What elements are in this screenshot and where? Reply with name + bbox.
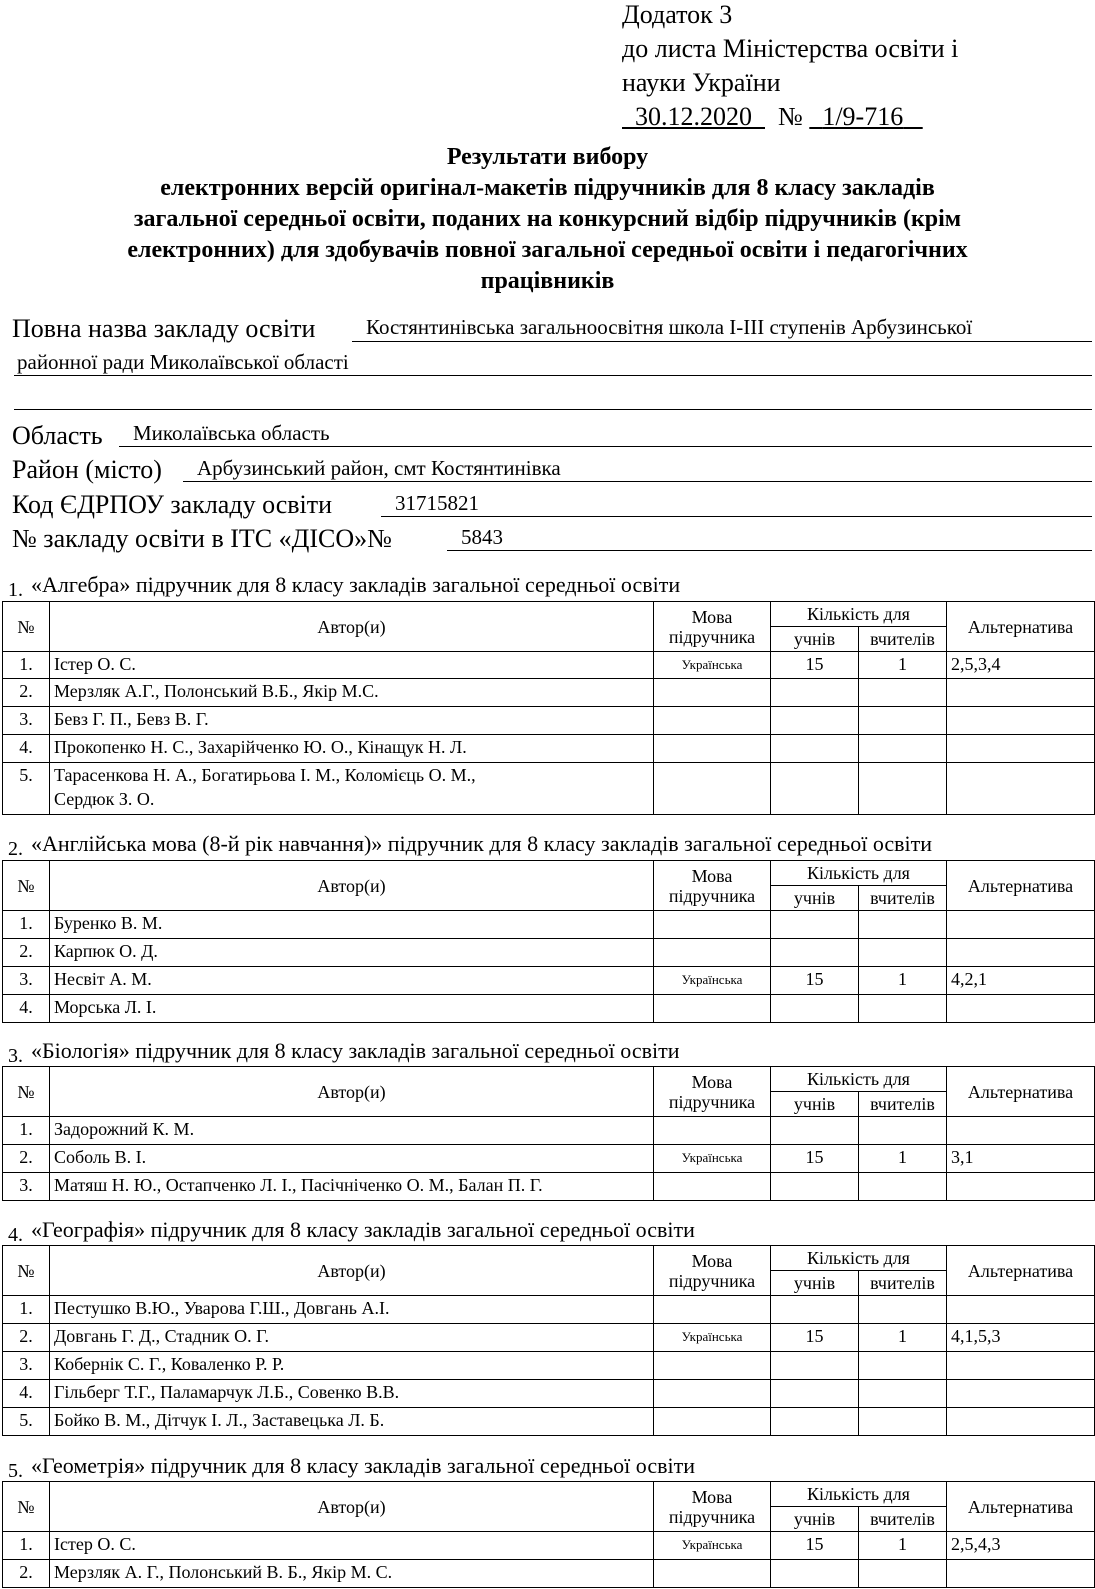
author-name: Прокопенко Н. С., Захарійченко Ю. О., Кінащук Н. Л. (54, 737, 467, 757)
row-authors (50, 1324, 654, 1352)
row-authors (50, 1296, 654, 1324)
table-row (3, 679, 1095, 707)
row-language (654, 1380, 771, 1408)
row-teachers-qty: 1 (859, 1532, 947, 1560)
table-row (3, 1560, 1095, 1588)
author-name: Матяш Н. Ю., Остапченко Л. І., Пасічніченко О. М., Балан П. Г. (54, 1175, 543, 1195)
row-students-qty (771, 1380, 859, 1408)
col-header-language: Мова підручника (654, 1067, 771, 1117)
row-authors (50, 967, 654, 995)
section-title-text: «Алгебра» підручник для 8 класу закладів загальної середньої освіти (31, 572, 681, 597)
section-title-text: «Англійська мова (8-й рік навчання)» підручник для 8 класу закладів загальної середньої освіти (31, 831, 933, 856)
full-name-underline (352, 341, 1092, 342)
row-number: 1. (3, 1117, 50, 1145)
row-language: Українська (654, 1324, 771, 1352)
row-teachers-qty (859, 1352, 947, 1380)
letter-date: 30.12.2020 (635, 102, 752, 131)
col-header-language: Мова підручника (654, 1482, 771, 1532)
col-header-author: Автор(и) (50, 861, 654, 911)
table-row (3, 735, 1095, 763)
author-name: Бевз Г. П., Бевз В. Г. (54, 709, 209, 729)
table-row (3, 1408, 1095, 1436)
row-teachers-qty (859, 911, 947, 939)
row-number: 4. (3, 735, 50, 763)
table-row (3, 707, 1095, 735)
row-students-qty: 15 (771, 1532, 859, 1560)
row-students-qty: 15 (771, 1145, 859, 1173)
row-authors (50, 1380, 654, 1408)
section-number: 2. (8, 838, 23, 860)
region-value: Миколаївська область (133, 421, 330, 445)
col-header-author: Автор(и) (50, 1067, 654, 1117)
author-name: Тарасенкова Н. А., Богатирьова І. М., Коломієць О. М., (54, 765, 476, 785)
row-language (654, 911, 771, 939)
col-header-teachers: вчителів (859, 1271, 947, 1296)
table-row (3, 1117, 1095, 1145)
row-teachers-qty (859, 995, 947, 1023)
row-number: 1. (3, 652, 50, 679)
col-header-students: учнів (771, 886, 859, 911)
row-authors (50, 679, 654, 707)
col-header-alternative: Альтернатива (947, 1067, 1095, 1117)
col-header-alternative: Альтернатива (947, 1482, 1095, 1532)
row-alternative: 2,5,4,3 (947, 1532, 1095, 1560)
row-number: 5. (3, 1408, 50, 1436)
row-alternative (947, 1380, 1095, 1408)
author-name: Морська Л. І. (54, 997, 157, 1017)
table-row (3, 1380, 1095, 1408)
row-teachers-qty (859, 1117, 947, 1145)
row-students-qty (771, 995, 859, 1023)
row-teachers-qty: 1 (859, 1145, 947, 1173)
row-authors (50, 1117, 654, 1145)
row-language: Українська (654, 652, 771, 679)
col-header-quantity: Кількість для (771, 602, 947, 627)
section-number: 4. (8, 1224, 23, 1246)
row-alternative (947, 911, 1095, 939)
letter-reference: до листа Міністерства освіти і (622, 34, 959, 63)
row-students-qty: 15 (771, 652, 859, 679)
table-row (3, 911, 1095, 939)
letter-number: 1/9-716 (822, 102, 904, 131)
row-alternative: 3,1 (947, 1145, 1095, 1173)
row-alternative (947, 1173, 1095, 1201)
table-row (3, 1532, 1095, 1560)
row-language: Українська (654, 1145, 771, 1173)
row-alternative (947, 707, 1095, 735)
row-alternative (947, 939, 1095, 967)
col-header-author: Автор(и) (50, 1246, 654, 1296)
letter-date-number (622, 102, 923, 132)
table-row (3, 763, 1095, 815)
col-header-alternative: Альтернатива (947, 861, 1095, 911)
row-language (654, 995, 771, 1023)
row-students-qty: 15 (771, 1324, 859, 1352)
author-name: Кобернік С. Г., Коваленко Р. Р. (54, 1354, 285, 1374)
col-header-teachers: вчителів (859, 886, 947, 911)
row-language (654, 679, 771, 707)
diso-label: № закладу освіти в ІТС «ДІСО»№ (12, 524, 392, 553)
table-row (3, 967, 1095, 995)
row-students-qty (771, 939, 859, 967)
section-number: 5. (8, 1460, 23, 1482)
row-number: 3. (3, 1173, 50, 1201)
col-header-number: № (3, 861, 50, 911)
row-students-qty (771, 1173, 859, 1201)
document-subtitle-line-4: працівників (480, 268, 615, 294)
row-language (654, 1560, 771, 1588)
col-header-author: Автор(и) (50, 602, 654, 652)
row-authors (50, 911, 654, 939)
district-value: Арбузинський район, смт Костянтинівка (197, 456, 561, 480)
diso-underline (447, 550, 1092, 551)
section-title (8, 1217, 695, 1246)
row-students-qty (771, 763, 859, 815)
row-number: 2. (3, 1145, 50, 1173)
author-name: Буренко В. М. (54, 913, 163, 933)
row-language (654, 939, 771, 967)
row-alternative (947, 1408, 1095, 1436)
textbook-table (2, 601, 1095, 815)
table-row (3, 1145, 1095, 1173)
row-language (654, 707, 771, 735)
full-name-value: Костянтинівська загальноосвітня школа I-III ступенів Арбузинської (366, 315, 973, 339)
author-name: Несвіт А. М. (54, 969, 152, 989)
row-authors (50, 1560, 654, 1588)
row-students-qty (771, 1560, 859, 1588)
section-title-text: «Біологія» підручник для 8 класу закладів загальної середньої освіти (31, 1038, 680, 1063)
table-row (3, 995, 1095, 1023)
col-header-teachers: вчителів (859, 1092, 947, 1117)
table-row (3, 939, 1095, 967)
row-teachers-qty: 1 (859, 967, 947, 995)
row-authors (50, 1408, 654, 1436)
row-students-qty (771, 1296, 859, 1324)
row-language (654, 1408, 771, 1436)
textbook-table (2, 1245, 1095, 1436)
section-title (8, 1038, 680, 1067)
col-header-teachers: вчителів (859, 627, 947, 652)
row-students-qty (771, 735, 859, 763)
row-teachers-qty (859, 939, 947, 967)
table-row (3, 1296, 1095, 1324)
row-number: 3. (3, 1352, 50, 1380)
author-name: Пестушко В.Ю., Уварова Г.Ш., Довгань А.І. (54, 1298, 390, 1318)
row-alternative (947, 1352, 1095, 1380)
row-language (654, 763, 771, 815)
full-name-label: Повна назва закладу освіти (12, 314, 316, 343)
ministry-name: науки України (622, 68, 781, 97)
row-teachers-qty (859, 763, 947, 815)
author-name: Бойко В. М., Дітчук І. Л., Заставецька Л. Б. (54, 1410, 385, 1430)
edrpou-value: 31715821 (395, 491, 479, 515)
row-alternative (947, 763, 1095, 815)
row-authors (50, 995, 654, 1023)
col-header-language: Мова підручника (654, 602, 771, 652)
col-header-quantity: Кількість для (771, 1482, 947, 1507)
row-alternative: 2,5,3,4 (947, 652, 1095, 679)
number-sign: № (778, 102, 803, 131)
row-alternative (947, 1117, 1095, 1145)
col-header-students: учнів (771, 627, 859, 652)
col-header-number: № (3, 1067, 50, 1117)
document-title: Результати вибору (446, 144, 649, 170)
textbook-table (2, 1481, 1095, 1588)
row-alternative (947, 735, 1095, 763)
row-students-qty (771, 1117, 859, 1145)
row-number: 3. (3, 967, 50, 995)
textbook-table (2, 860, 1095, 1023)
row-authors (50, 1532, 654, 1560)
row-teachers-qty: 1 (859, 652, 947, 679)
col-header-students: учнів (771, 1507, 859, 1532)
section-title (8, 831, 933, 860)
author-name: Мерзляк А.Г., Полонський В.Б., Якір М.С. (54, 681, 379, 701)
row-alternative (947, 1296, 1095, 1324)
author-name: Соболь В. І. (54, 1147, 147, 1167)
section-title (8, 1453, 695, 1482)
author-name: Мерзляк А. Г., Полонський В. Б., Якір М. С. (54, 1562, 393, 1582)
row-authors (50, 939, 654, 967)
row-teachers-qty (859, 1560, 947, 1588)
row-authors (50, 707, 654, 735)
row-number: 1. (3, 1532, 50, 1560)
textbook-table (2, 1066, 1095, 1201)
author-name: Істер О. С. (54, 1534, 136, 1554)
table-row (3, 1352, 1095, 1380)
col-header-alternative: Альтернатива (947, 1246, 1095, 1296)
row-authors (50, 735, 654, 763)
row-teachers-qty (859, 1173, 947, 1201)
document-subtitle-line-1: електронних версій оригінал-макетів підручників для 8 класу закладів (160, 175, 935, 201)
col-header-quantity: Кількість для (771, 1246, 947, 1271)
col-header-language: Мова підручника (654, 861, 771, 911)
author-name: Істер О. С. (54, 654, 136, 674)
row-language (654, 1352, 771, 1380)
row-authors (50, 652, 654, 679)
region-label: Область (12, 421, 103, 450)
table-row (3, 652, 1095, 679)
row-number: 1. (3, 911, 50, 939)
col-header-students: учнів (771, 1092, 859, 1117)
table-row (3, 1324, 1095, 1352)
author-name: Задорожний К. М. (54, 1119, 195, 1139)
row-language (654, 1173, 771, 1201)
section-number: 1. (8, 579, 23, 601)
row-teachers-qty: 1 (859, 1324, 947, 1352)
author-name: Довгань Г. Д., Стадник О. Г. (54, 1326, 270, 1346)
row-language: Українська (654, 967, 771, 995)
row-alternative (947, 679, 1095, 707)
section-number: 3. (8, 1045, 23, 1067)
row-students-qty (771, 679, 859, 707)
row-number: 2. (3, 1324, 50, 1352)
row-alternative (947, 995, 1095, 1023)
row-alternative (947, 1560, 1095, 1588)
col-header-alternative: Альтернатива (947, 602, 1095, 652)
document-subtitle-line-3: електронних) для здобувачів повної загальної середньої освіти і педагогічних (127, 237, 968, 263)
section-title-text: «Геометрія» підручник для 8 класу закладів загальної середньої освіти (31, 1453, 695, 1478)
row-number: 3. (3, 707, 50, 735)
col-header-author: Автор(и) (50, 1482, 654, 1532)
table-row (3, 1173, 1095, 1201)
row-number: 4. (3, 1380, 50, 1408)
row-students-qty (771, 1352, 859, 1380)
row-language: Українська (654, 1532, 771, 1560)
edrpou-underline (381, 516, 1092, 517)
col-header-language: Мова підручника (654, 1246, 771, 1296)
section-title-text: «Географія» підручник для 8 класу закладів загальної середньої освіти (31, 1217, 695, 1242)
author-name: Гільберг Т.Г., Паламарчук Л.Б., Совенко В.В. (54, 1382, 400, 1402)
full-name-value-continued: районної ради Миколаївської області (17, 350, 349, 374)
row-number: 5. (3, 763, 50, 815)
row-authors (50, 1173, 654, 1201)
district-underline (183, 481, 1092, 482)
row-alternative: 4,2,1 (947, 967, 1095, 995)
row-students-qty (771, 911, 859, 939)
row-number: 2. (3, 939, 50, 967)
row-teachers-qty (859, 679, 947, 707)
col-header-number: № (3, 1246, 50, 1296)
row-number: 1. (3, 1296, 50, 1324)
col-header-teachers: вчителів (859, 1507, 947, 1532)
row-authors (50, 763, 654, 815)
row-authors (50, 1145, 654, 1173)
row-students-qty (771, 1408, 859, 1436)
row-teachers-qty (859, 1380, 947, 1408)
col-header-quantity: Кількість для (771, 861, 947, 886)
row-authors (50, 1352, 654, 1380)
col-header-quantity: Кількість для (771, 1067, 947, 1092)
row-teachers-qty (859, 1296, 947, 1324)
row-language (654, 735, 771, 763)
row-teachers-qty (859, 707, 947, 735)
document-subtitle-line-2: загальної середньої освіти, поданих на конкурсний відбір підручників (крім (133, 206, 962, 232)
author-name: Карпюк О. Д. (54, 941, 158, 961)
col-header-number: № (3, 602, 50, 652)
author-name-continued: Сердюк З. О. (54, 789, 155, 809)
row-language (654, 1117, 771, 1145)
appendix-label: Додаток 3 (622, 0, 733, 29)
row-teachers-qty (859, 735, 947, 763)
region-underline (119, 446, 1092, 447)
row-teachers-qty (859, 1408, 947, 1436)
col-header-students: учнів (771, 1271, 859, 1296)
diso-value: 5843 (461, 525, 503, 549)
row-language (654, 1296, 771, 1324)
row-alternative: 4,1,5,3 (947, 1324, 1095, 1352)
col-header-number: № (3, 1482, 50, 1532)
row-number: 4. (3, 995, 50, 1023)
full-name-underline-3 (14, 409, 1092, 410)
section-title (8, 572, 681, 601)
district-label: Район (місто) (12, 455, 162, 484)
row-number: 2. (3, 679, 50, 707)
row-number: 2. (3, 1560, 50, 1588)
row-students-qty: 15 (771, 967, 859, 995)
edrpou-label: Код ЄДРПОУ закладу освіти (12, 490, 333, 519)
full-name-underline-2 (14, 375, 1092, 376)
row-students-qty (771, 707, 859, 735)
